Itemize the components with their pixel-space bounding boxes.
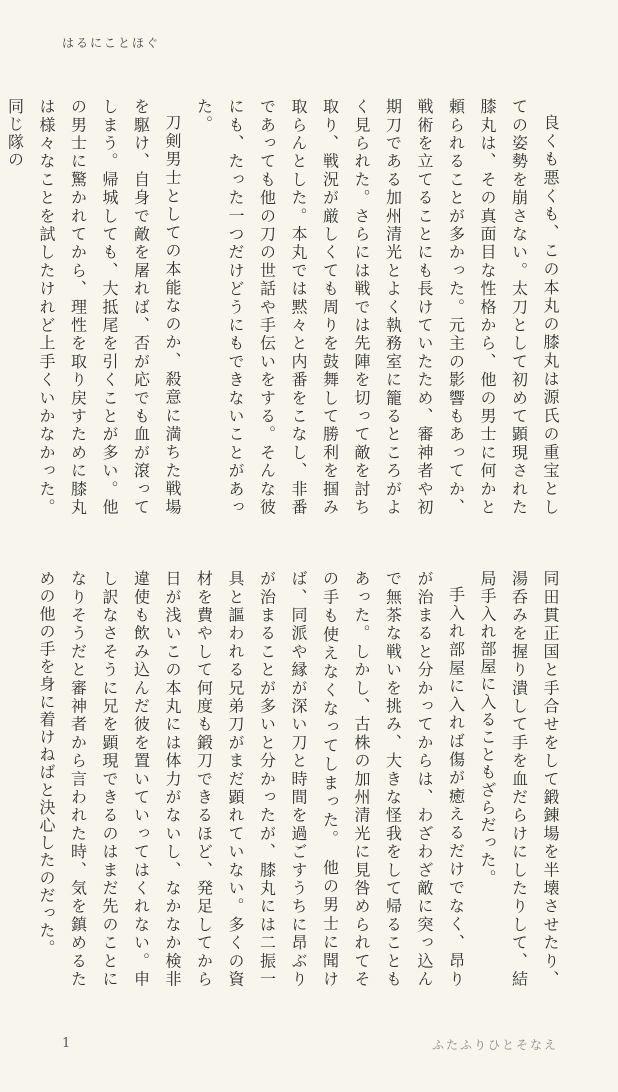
- paragraph: 良くも悪くも、この本丸の膝丸は源氏の重宝としての姿勢を崩さない。太刀として初めて顕現された膝丸は、その真面目な性格から、他の男士に何かと頼られることが多かった。元主の影響もあってか、戦術を立てることにも長けていたため、審神者や初期刀である加州清光とよく執務室に籠るところがよく見られた。さらには戦では先陣を切って敵を討ち取り、戦況が厳しくても周りを鼓舞して勝利を掴み取らんとした。本丸では黙々と内番をこなし、非番であっても他の刀の世話や手伝いをする。そんな彼にも、たった一つだけどうにもできないことがあった。: [194, 98, 560, 516]
- running-footer-title: ふたふりひとそなえ: [431, 1038, 558, 1052]
- running-header: はるにことほぐ: [62, 36, 161, 50]
- paragraph: 同田貫正国と手合せをして鍛錬場を半壊させたり、湯呑みを握り潰して手を血だらけにしたりして、結局手入れ部屋に入ることもざらだった。: [478, 570, 560, 988]
- body-text-upper: [5, 98, 566, 516]
- paragraph: 刀剣男士としての本能なのか、殺意に満ちた戦場を駆け、自身で敵を屠れば、否が応でも血が滾ってしまう。帰城しても、大抵尾を引くことが多い。他の男士に驚かれてから、理性を取り戻すために膝丸は様々なことを試したけれど上手くいかなかった。同じ隊の: [5, 98, 182, 516]
- body-text-lower: [37, 570, 566, 988]
- paragraph: 手入れ部屋に入れば傷が癒えるだけでなく、昂りが治まると分かってからは、わざわざ敵に突っ込んで無茶な戦いを挑み、大きな怪我をして帰ることもあった。しかし、古株の加州清光に見咎められてその手も使えなくなってしまった。 他の男士に聞けば、同派や縁が深い刀と時間を過ごすうちに昂ぶりが治まることが多いと分かったが、膝丸には二振一具と謳われる兄弟刀がまだ顕れていない。多くの資材を費やして何度も鍛刀できるほど、発足してから日が浅いこの本丸には体力がないし、なかなか検非違使も飲み込んだ彼を置いていってはくれない。申し訳なさそうに兄を顕現できるのはまだ先のことになりそうだと審神者から言われた時、気を鎮めるための他の手を身に着けねばと決心したのだった。: [37, 570, 466, 988]
- page-number: 1: [62, 1036, 71, 1051]
